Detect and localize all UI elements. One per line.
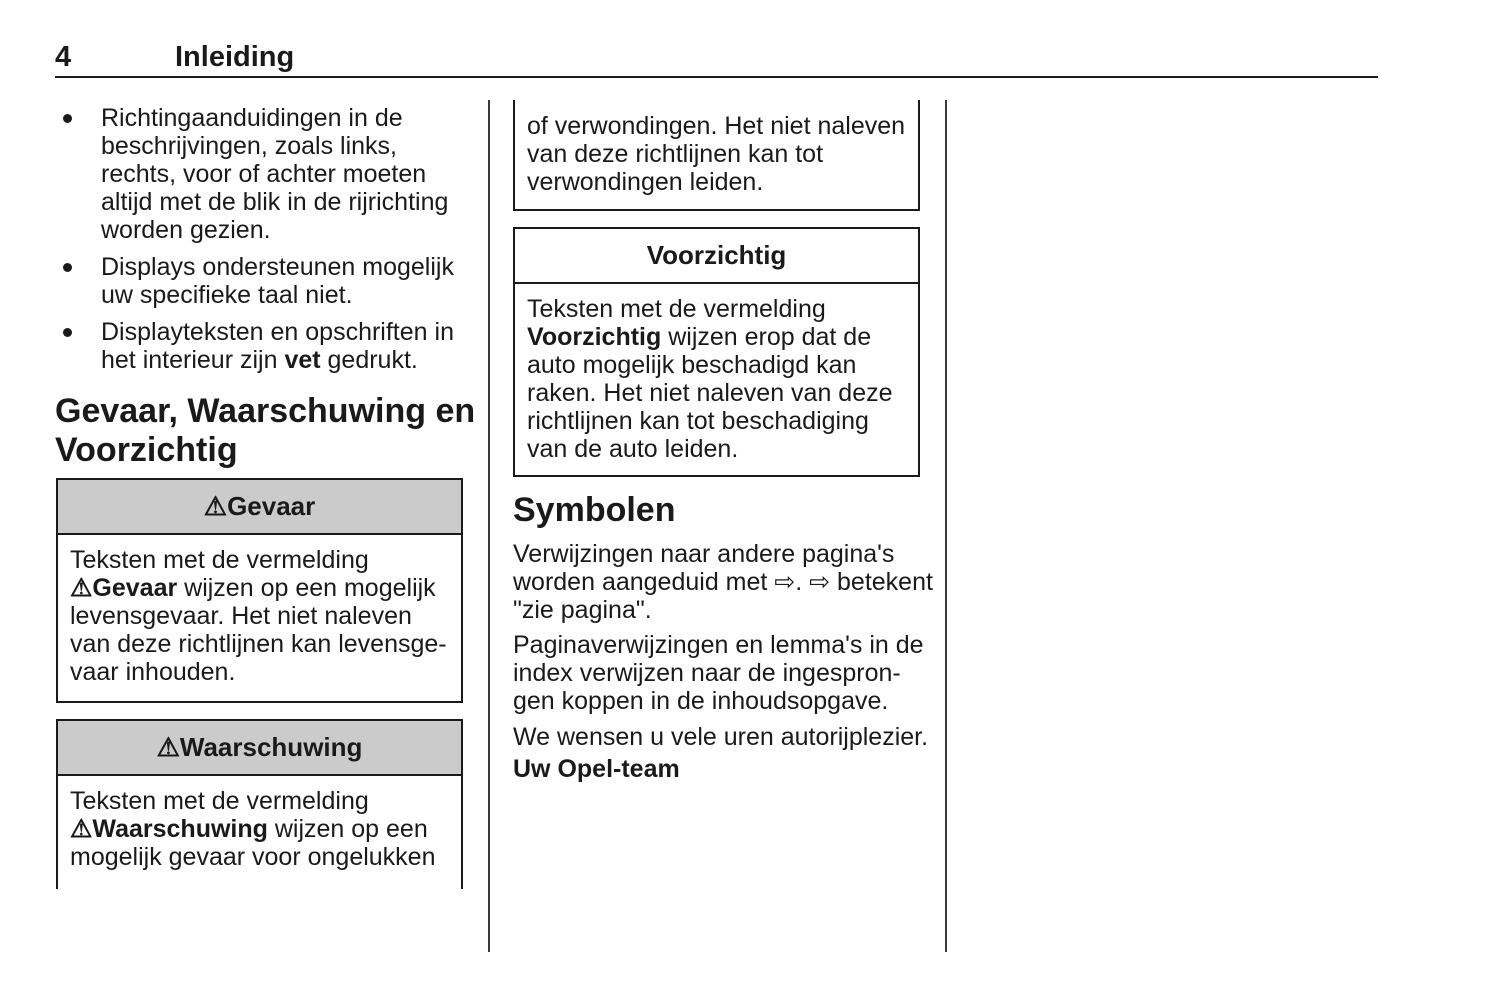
bullet-text: Richtingaanduidingen in de beschrijvingen, zoals links, rechts, voor of achter moeten altijd met de blik in de rijrichting worden gezien. [101, 104, 449, 244]
left-column [56, 104, 466, 383]
bullet-icon [63, 114, 72, 123]
danger-box-title: Gevaar [227, 491, 316, 521]
column-divider-right [945, 100, 947, 952]
caution-box-body: Teksten met de vermelding Voorzichtig wijzen erop dat de auto mogelijk beschadigd kan raken. Het niet naleven van deze richtlijnen kan tot beschadiging van de auto leiden. [527, 295, 893, 463]
warning-continuation-box [513, 100, 920, 211]
caution-box [513, 227, 920, 477]
header-rule [55, 76, 1378, 78]
page-number: 4 [55, 41, 72, 73]
list-item [56, 318, 466, 374]
bullet-text: Displayteksten en opschriften in het interieur zijn vet gedrukt. [101, 318, 454, 374]
bullet-icon [63, 263, 72, 272]
signature-text: Uw Opel-team [513, 755, 680, 783]
danger-box-header [58, 480, 461, 535]
column-divider-left [488, 100, 490, 952]
page-title: Inleiding [175, 41, 295, 73]
symbols-paragraph: Paginaverwijzingen en lemma's in de index verwijzen naar de ingespron- gen koppen in de inhoudsopgave. [513, 631, 924, 715]
warning-triangle-icon: ⚠ [203, 491, 228, 521]
caution-box-title: Voorzichtig [646, 240, 787, 270]
warning-box-body: Teksten met de vermelding ⚠Waarschuwing wijzen op een mogelijk gevaar voor ongelukken [70, 787, 436, 871]
warning-continuation-body: of verwondingen. Het niet naleven van deze richtlijnen kan tot verwondingen leiden. [527, 112, 906, 196]
list-item [56, 253, 466, 309]
danger-box-body: Teksten met de vermelding ⚠Gevaar wijzen op een mogelijk levensgevaar. Het niet naleven van deze richtlijnen kan levensge- vaar inhouden. [70, 546, 447, 686]
symbols-paragraph: We wensen u vele uren autorijplezier. [513, 723, 929, 751]
list-item [56, 104, 466, 244]
warning-triangle-icon: ⚠ [156, 732, 180, 762]
section-heading: Gevaar, Waarschuwing en Voorzichtig [55, 392, 476, 469]
bullet-icon [63, 328, 72, 337]
warning-box-title: Waarschuwing [179, 732, 363, 762]
warning-box-header [58, 721, 461, 776]
danger-box [56, 478, 463, 703]
bullet-text: Displays ondersteunen mogelijk uw specifieke taal niet. [101, 253, 454, 309]
symbols-paragraph: Verwijzingen naar andere pagina's worden aangeduid met ⇨. ⇨ betekent "zie pagina". [513, 540, 933, 624]
symbols-heading: Symbolen [513, 491, 676, 529]
warning-box [56, 719, 463, 889]
caution-box-header [515, 229, 918, 284]
